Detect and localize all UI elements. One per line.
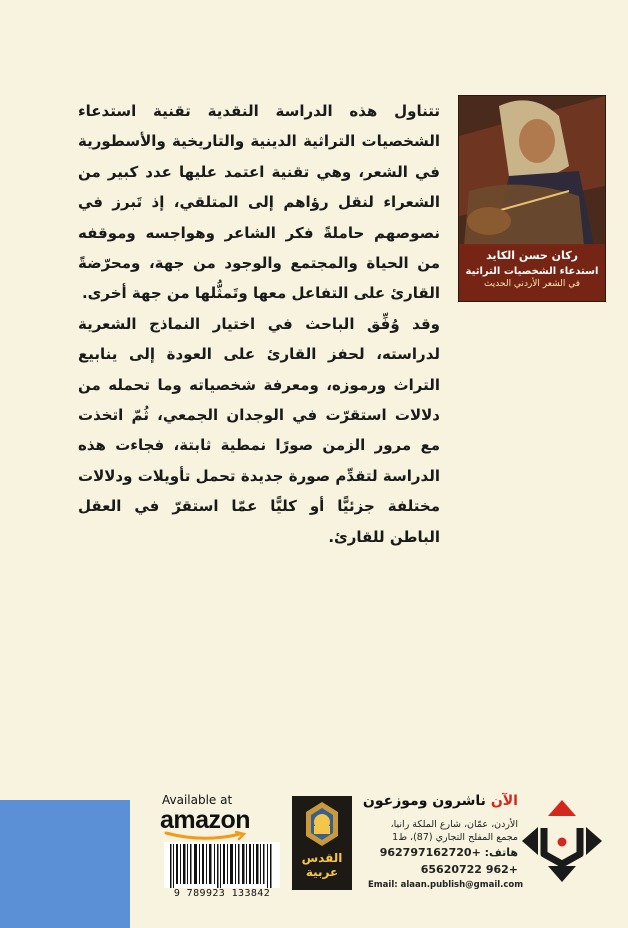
- barcode-bars: [164, 842, 280, 888]
- publisher-info: [362, 793, 524, 892]
- isbn-digits: 9 789923 133842: [173, 888, 271, 899]
- isbn-barcode: [164, 842, 280, 900]
- qods-logo-text: القدس عربية: [301, 851, 343, 879]
- alaan-publisher-logo-icon: [520, 798, 604, 884]
- cover-author: ركان حسن الكايد: [486, 249, 578, 262]
- publisher-name-rest: ناشرون وموزعون: [362, 793, 486, 809]
- publisher-email: Email: alaan.publish@gmail.com: [368, 880, 524, 890]
- amazon-logo-text: amazon: [160, 806, 251, 834]
- blurb-paragraph-2: وقد وُفِّق الباحث في اختيار النماذج الشعرية لدراسته، لحفز القارئ على العودة إلى ينابيع التراث ورموزه، ومعرفة شخصياته وما تحمله من دلالات استقرّت في الوجدان الجمعي، ثُمّ اتخذت مع مرور الزمن صورًا نمطية ثابتة، فجاءت هذه الدراسة لتقدِّم صورة جديدة تحمل تأويلات ودلالات مختلفة جزئيًّا أو كليًّا عمّا استقرّ في العقل الباطن للقارئ.: [78, 314, 440, 546]
- blurb-paragraph-1: تتناول هذه الدراسة النقدية تقنية استدعاء الشخصيات التراثية الدينية والتاريخية والأسطورية في الشعر، وهي تقنية اعتمد عليها عدد كبير من الشعراء لنقل رؤاهم إلى المتلقي، إذ تَبرز في نصوصهم حاملةً فكر الشاعر وهواجسه وموقفه من الحياة والمجتمع والوجود من جهة، ومحرّضةً القارئ على التفاعل معها وتَمثُّلها من جهة أخرى.: [78, 102, 440, 303]
- dome-emblem-icon: [292, 796, 352, 852]
- publisher-address-line-1: الأردن، عمّان، شارع الملكة رانيا،: [390, 819, 518, 830]
- back-cover-blurb: [78, 96, 440, 552]
- publisher-address-line-2: مجمع المفلح التجاري (87)، ط1: [392, 832, 518, 843]
- publisher-phone-1: هاتف: +962797162720: [379, 846, 518, 859]
- cover-title: استدعاء الشخصيات التراثية: [465, 266, 599, 277]
- corner-color-block: [0, 800, 130, 928]
- amazon-badge: [160, 793, 280, 841]
- cover-subtitle: في الشعر الأردني الحديث: [483, 279, 581, 289]
- cover-thumbnail: [458, 95, 606, 302]
- publisher-name: [362, 793, 518, 809]
- amazon-available-label: Available at: [162, 793, 233, 807]
- publisher-name-accent: الآن: [490, 793, 518, 809]
- qods-arabia-logo: [292, 796, 352, 890]
- publisher-phone-2: +962 65620722: [420, 863, 518, 876]
